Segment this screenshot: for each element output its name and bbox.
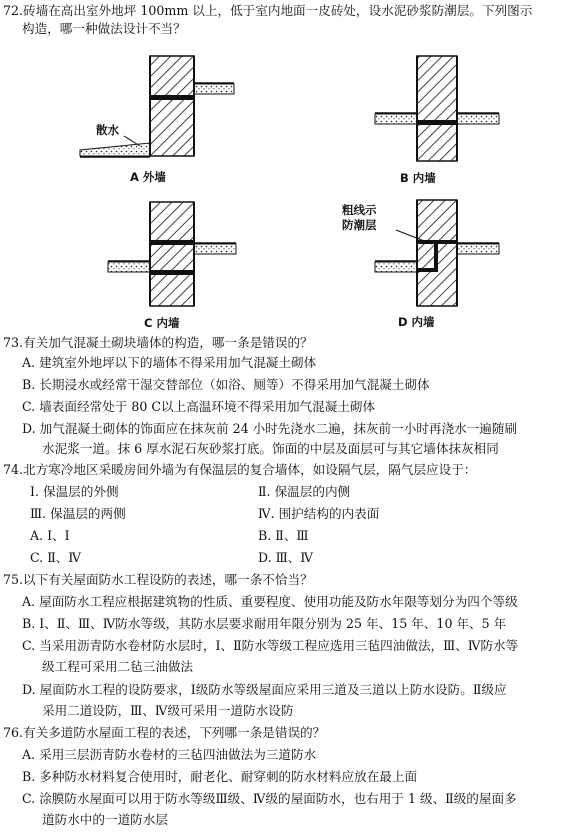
figure-c-interior-wall — [108, 202, 236, 306]
figure-b-caption: B 内墙 — [400, 171, 436, 185]
q73-option-a: A. 建筑室外地坪以下的墙体不得采用加气混凝土砌体 — [22, 355, 317, 370]
q73-option-d-line2: 水泥浆一道。抹 6 厚水泥石灰砂浆打底。饰面的中层及面层可与其它墙体抹灰相同 — [42, 441, 499, 456]
q72-figures — [0, 0, 572, 340]
figure-a-callout-label: 散水 — [96, 123, 119, 137]
figure-c-wall — [150, 202, 194, 306]
figure-a-caption: A 外墙 — [130, 170, 166, 184]
figure-c-damp-proof-course-lower — [150, 270, 194, 275]
figure-a-apron — [80, 143, 150, 156]
q74-item-iii: Ⅲ. 保温层的两侧 — [30, 506, 126, 521]
q72-stem-line2: 构造，哪一种做法设计不当？ — [22, 21, 186, 36]
q73-option-c: C. 墙表面经常处于 80 C以上高温环境不得采用加气混凝土砌体 — [22, 399, 376, 414]
q75-option-c-line2: 级工程可采用二毡三油做法 — [42, 659, 194, 674]
figure-d-caption: D 内墙 — [398, 315, 435, 329]
figure-b-damp-proof-course — [417, 120, 457, 125]
q74-item-iv: Ⅳ. 围护结构的内表面 — [258, 506, 380, 521]
q73-option-d-line1: D. 加气混凝土砌体的饰面应在抹灰前 24 小时先浇水二遍，抹灰前一小时再浇水一遍随刷 — [22, 421, 518, 436]
q73-option-b: B. 长期浸水或经常干湿交替部位（如浴、厕等）不得采用加气混凝土砌体 — [22, 377, 430, 392]
q75-option-d-line2: 采用二道设防，Ⅲ、Ⅳ级可采用一道防水设防 — [42, 703, 294, 718]
q76-option-b: B. 多种防水材料复合使用时，耐老化、耐穿刺的防水材料应放在最上面 — [22, 769, 418, 784]
q74-option-a: A. Ⅰ、Ⅰ — [30, 528, 70, 543]
q73-stem: 73.有关加气混凝土砌块墙体的构造，哪一条是错误的？ — [3, 335, 313, 350]
figure-b-interior-wall — [375, 56, 499, 161]
q76-stem: 76.有关多道防水屋面工程的表述，下列哪一条是错误的？ — [3, 725, 326, 740]
figure-c-damp-proof-course-upper — [150, 240, 194, 245]
q75-option-d-line1: D. 屋面防水工程的设防要求，Ⅰ级防水等级屋面应采用三道及三道以上防水设防。Ⅱ级应 — [22, 682, 507, 697]
figure-d-interior-wall — [375, 200, 499, 306]
figure-a-floor-slab — [194, 84, 234, 94]
q75-option-a: A. 屋面防水工程应根据建筑物的性质、重要程度、使用功能及防水年限等划分为四个等级 — [22, 594, 518, 609]
figure-d-callout-label-line1: 粗线示 — [342, 203, 377, 217]
q74-item-i: Ⅰ. 保温层的外侧 — [30, 484, 119, 499]
q75-option-c-line1: C. 当采用沥青防水卷材防水层时，Ⅰ、Ⅱ防水等级工程应选用三毡四油做法，Ⅲ、Ⅳ防水等 — [22, 638, 519, 653]
q74-stem: 74.北方寒冷地区采暖房间外墙为有保温层的复合墙体，如设隔气层，隔气层应设于： — [3, 462, 477, 477]
q75-option-b: B. Ⅰ、Ⅱ、Ⅲ、Ⅳ防水等级，其防水层要求耐用年限分别为 25 年、15 年、10 年、5 年 — [22, 616, 507, 631]
q76-option-a: A. 采用三层沥青防水卷材的三毡四油做法为三道防水 — [22, 747, 317, 762]
q74-option-c: C. Ⅱ、Ⅳ — [30, 550, 81, 565]
figure-c-caption: C 内墙 — [144, 316, 180, 330]
q76-option-c-line1: C. 涂膜防水屋面可以用于防水等级Ⅲ级、Ⅳ级的屋面防水，也右用于 1 级、Ⅱ级的屋面多 — [22, 791, 517, 806]
q74-item-ii: Ⅱ. 保温层的内侧 — [258, 484, 351, 499]
q76-option-c-line2: 道防水中的一道防水层 — [42, 812, 168, 827]
q74-option-b: B. Ⅱ、Ⅲ — [258, 528, 309, 543]
figure-d-callout-label-line2: 防潮层 — [342, 218, 377, 232]
q72-stem-line1: 72.砖墙在高出室外地坪 100mm 以上，低于室内地面一皮砖处，设水泥砂浆防潮层。下列图示 — [3, 3, 533, 18]
figure-b-wall — [417, 56, 457, 161]
figure-a-wall — [150, 56, 194, 156]
figure-a-damp-proof-course — [150, 95, 194, 100]
q75-stem: 75.以下有关屋面防水工程设防的表述，哪一条不恰当？ — [3, 572, 313, 587]
figure-a-exterior-wall — [80, 56, 234, 157]
q74-option-d: D. Ⅲ、Ⅳ — [258, 550, 313, 565]
